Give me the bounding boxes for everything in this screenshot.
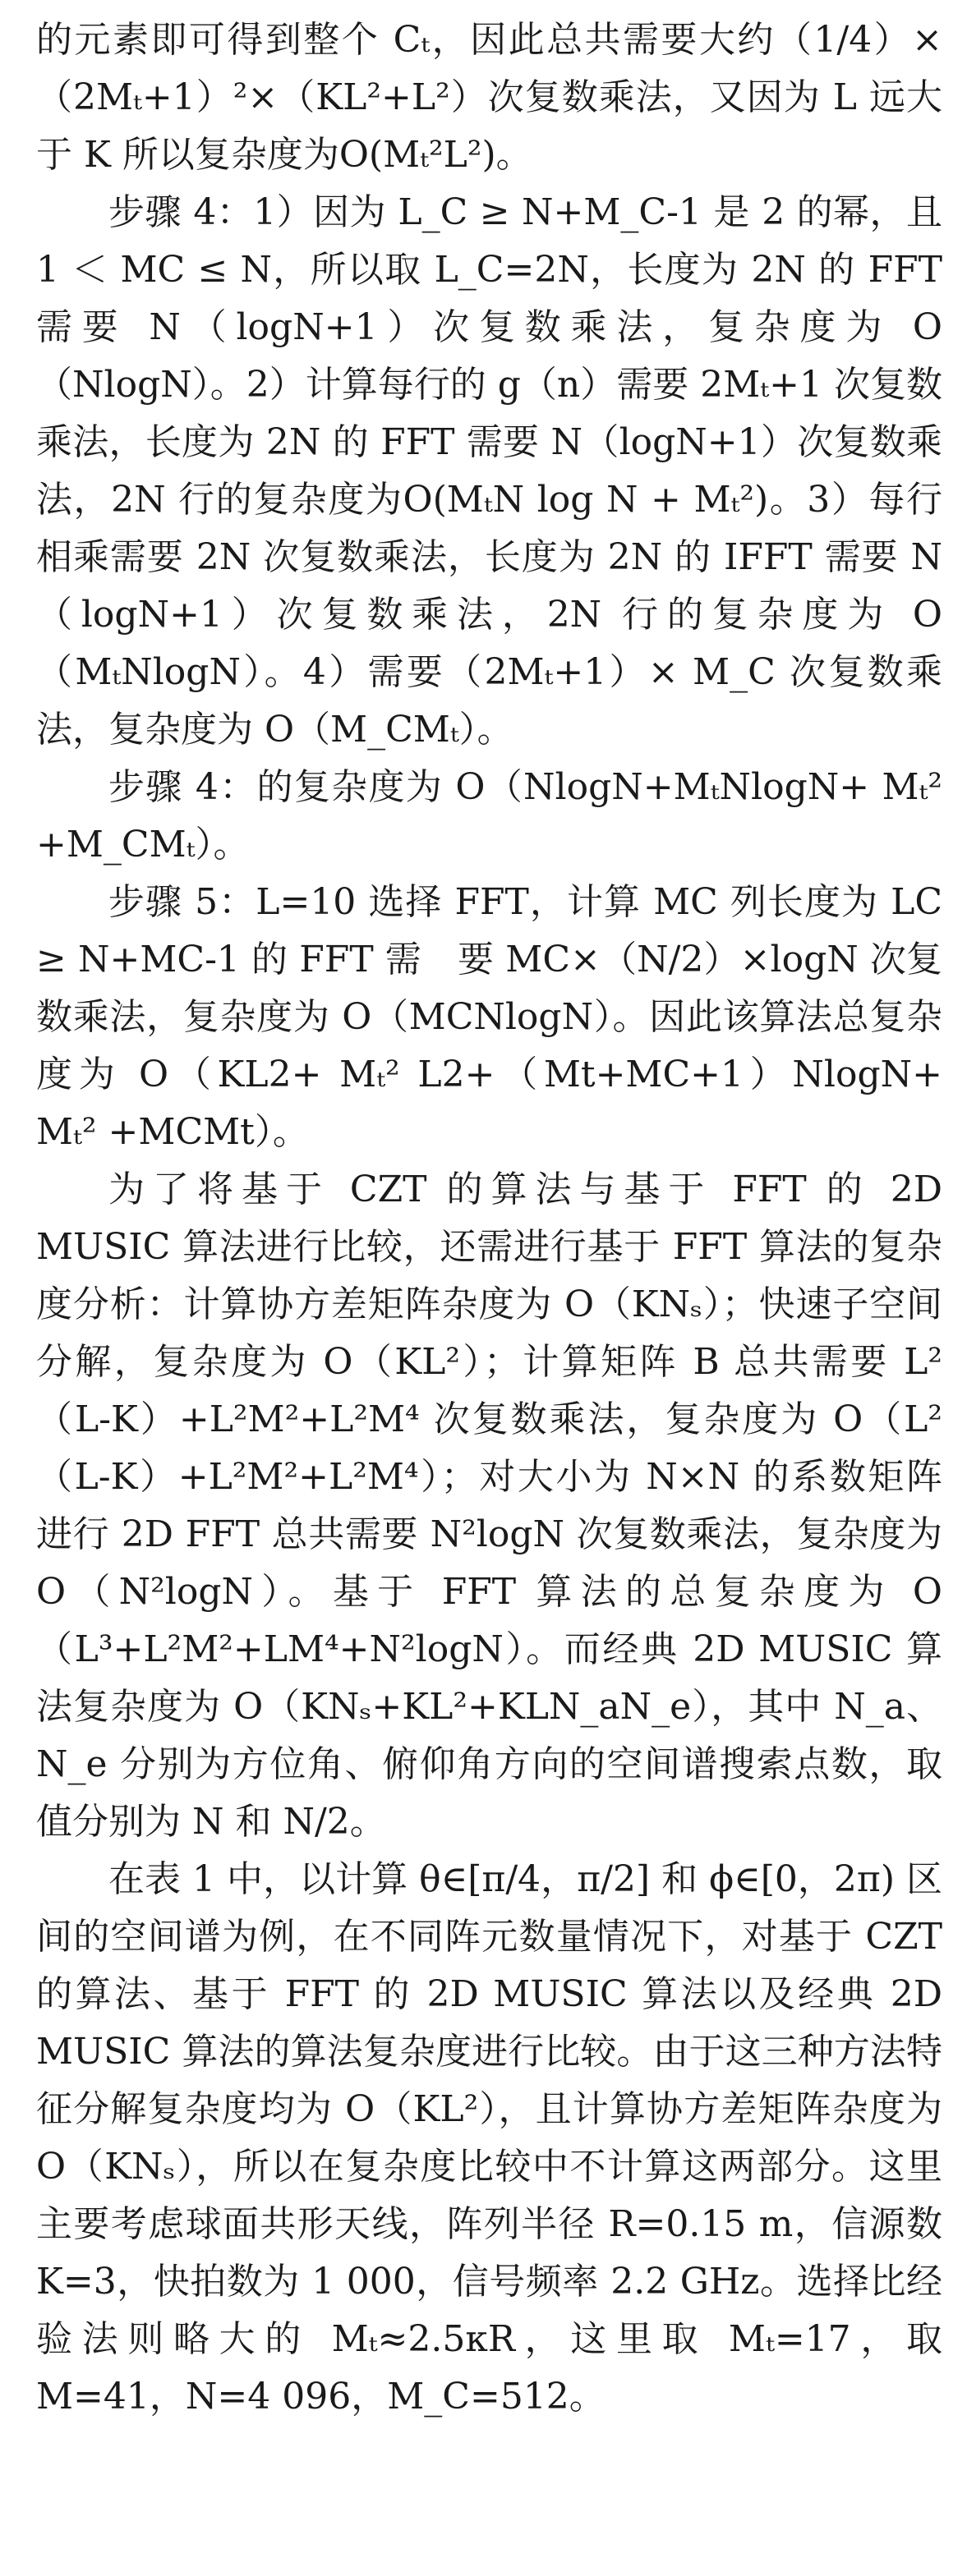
- paragraph-step4-total: 步骤 4：的复杂度为 O（NlogN+MₜNlogN+ Mₜ² +M_CMₜ）。: [36, 766, 942, 866]
- paragraph-fft-complexity: 为了将基于 CZT 的算法与基于 FFT 的 2D MUSIC 算法进行比较，还需进行基于 FFT 算法的复杂度分析：计算协方差矩阵杂度为 O（KNₛ）；快速子空间分解，复杂度为 O（KL²）；计算矩阵 B 总共需要 L²（L-K）+L²M²+L²M⁴ 次复数乘法，复杂度为 O（L²（L-K）+L²M²+L²M⁴）；对大小为 N×N 的系数矩阵进行 2D FFT 总共需要 N²logN 次复数乘法，复杂度为 O（N²logN）。基于 FFT 算法的总复杂度为 O（L³+L²M²+LM⁴+N²logN）。而经典 2D MUSIC 算法复杂度为 O（KNₛ+KL²+KLN_aN_e），其中 N_a、N_e 分别为方位角、俯仰角方向的空间谱搜索点数，取值分别为 N 和 N/2。: [36, 1169, 942, 1843]
- paragraph-step4-detail: 步骤 4：1）因为 L_C ≥ N+M_C-1 是 2 的幂，且 1 ＜ MC ≤ N，所以取 L_C=2N，长度为 2N 的 FFT 需要 N（logN+1）次复数乘法，复杂度为 O（NlogN）。2）计算每行的 g（n）需要 2Mₜ+1 次复数乘法，长度为 2N 的 FFT 需要 N（logN+1）次复数乘法，2N 行的复杂度为O(MₜN log N + Mₜ²)。3）每行相乘需要 2N 次复数乘法，长度为 2N 的 IFFT 需要 N（logN+1）次复数乘法，2N 行的复杂度为 O（MₜNlogN）。4）需要（2Mₜ+1）× M_C 次复数乘法，复杂度为 O（M_CMₜ）。: [36, 191, 942, 751]
- paragraph-table-comparison: 在表 1 中，以计算 θ∈[π/4，π/2] 和 ϕ∈[0，2π) 区间的空间谱为例，在不同阵元数量情况下，对基于 CZT 的算法、基于 FFT 的 2D MUSIC 算法以及经典 2D MUSIC 算法的算法复杂度进行比较。由于这三种方法特征分解复杂度均为 O（KL²），且计算协方差矩阵杂度为 O（KNₛ），所以在复杂度比较中不计算这两部分。这里主要考虑球面共形天线，阵列半径 R=0.15 m，信源数 K=3，快拍数为 1 000，信号频率 2.2 GHz。选择比经验法则略大的 Mₜ≈2.5κR，这里取 Mₜ=17，取 M=41，N=4 096，M_C=512。: [36, 1858, 942, 2418]
- paragraph-continuation: 的元素即可得到整个 Cₜ，因此总共需要大约（1/4）×（2Mₜ+1）²×（KL²+L²）次复数乘法，又因为 L 远大于 K 所以复杂度为O(Mₜ²L²)。: [36, 19, 942, 176]
- paragraph-step5: 步骤 5：L=10 选择 FFT，计算 MC 列长度为 LC ≥ N+MC-1 的 FFT 需 要 MC×（N/2）×logN 次复数乘法，复杂度为 O（MCNlogN）。因此该算法总复杂度为 O（KL2+ Mₜ² L2+（Mt+MC+1）NlogN+ Mₜ² +MCMt）。: [36, 881, 942, 1153]
